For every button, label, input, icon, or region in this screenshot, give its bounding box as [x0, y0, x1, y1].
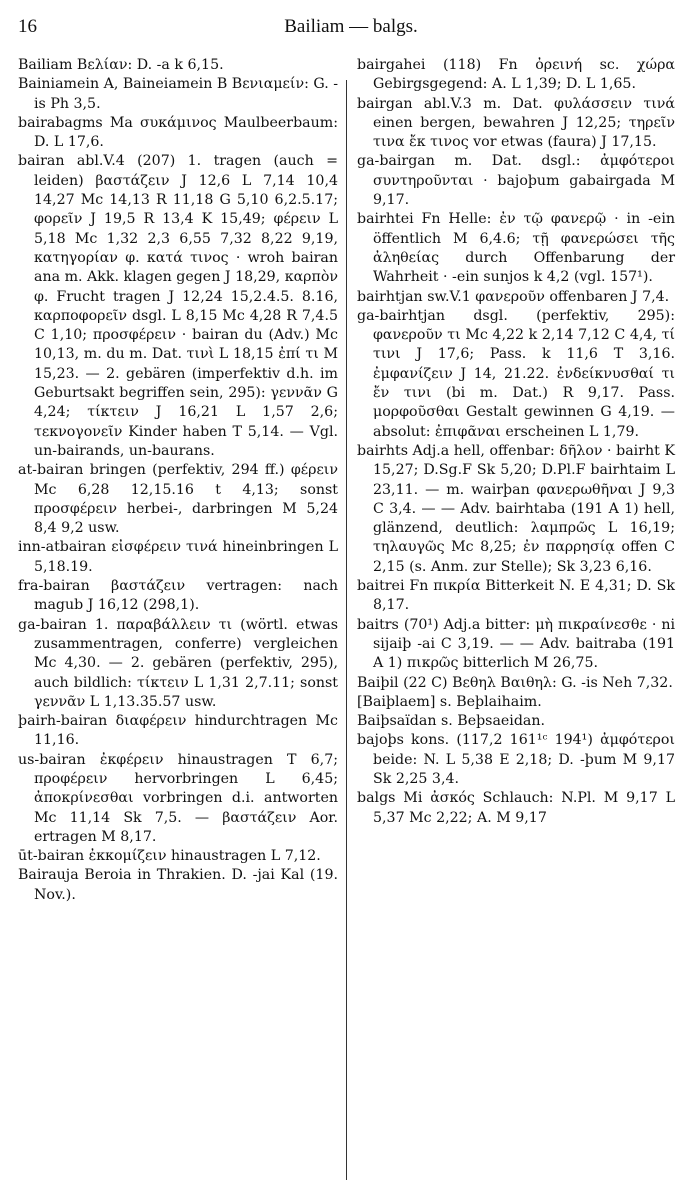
right-column: [349, 56, 675, 828]
dictionary-entry-bairabagms: bairabagms Ma συκάμινος Maulbeerbaum: D. L 17,6.: [18, 114, 338, 151]
dictionary-entry-baithsaidan: Baiþsaïdan s. Beþsaeidan.: [357, 713, 546, 730]
dictionary-entry-bairgan: bairgan abl.V.3 m. Dat. φυλάσσειν τινά einen bergen, bewahren J 12,25; τηρεῖν τινα ἔκ τινος vor etwas (faura) J 17,15.: [357, 95, 675, 151]
page-number: 16: [18, 16, 37, 37]
dictionary-entry-baitrei: baitrei Fn πικρία Bitterkeit N. E 4,31; D. Sk 8,17.: [357, 578, 675, 614]
dictionary-entry-bairhts: bairhts Adj.a hell, offenbar: δῆλον · bairht K 15,27; D.Sg.F Sk 5,20; D.Pl.F bairhtaim L 23,11. — m. wairþan φανερωθῆναι J 9,3 C 3,4. — — Adv. bairhtaba (191 A 1) hell, glänzend, deutlich: λαμπρῶς L 16,19; τηλαυγῶς Mc 8,25; ἐν παρρησίᾳ offen C 2,15 (s. Anm. zur Stelle); Sk 3,23 6,16.: [357, 442, 675, 575]
dictionary-entry-baithil: Baiþil (22 C) Βεθηλ Βαιθηλ: G. -is Neh 7,32.: [357, 674, 673, 691]
dictionary-entry-ga-bairgan: ga-bairgan m. Dat. dsgl.: ἀμφότεροι συντηροῦνται · bajoþum gabairgada M 9,17.: [357, 153, 675, 209]
dictionary-entry-bairhtjan: bairhtjan sw.V.1 φανεροῦν offenbaren J 7,4.: [357, 288, 670, 305]
dictionary-entry-ut-bairan: ūt-bairan ἐκκομίζειν hinaustragen L 7,12.: [18, 848, 321, 865]
dictionary-entry-bairgahei: bairgahei (118) Fn ὀρεινή sc. χώρα Gebirgsgegend: A. L 1,39; D. L 1,65.: [357, 57, 675, 93]
two-column-body: [18, 56, 684, 1180]
dictionary-entry-fra-bairan: fra-bairan βαστάζειν vertragen: nach magub J 16,12 (298,1).: [18, 578, 338, 614]
running-head: [18, 16, 684, 56]
dictionary-entry-at-bairan: at-bairan bringen (perfektiv, 294 ff.) φέρειν Mc 6,28 12,15.16 t 4,13; sonst προσφέρειν herbei-, darbringen M 5,24 8,4 9,2 usw.: [18, 462, 338, 537]
running-title: Bailiam — balgs.: [284, 16, 418, 37]
left-column: [18, 56, 344, 905]
dictionary-entry-inn-atbairan: inn-atbairan εἰσφέρειν τινά hineinbringen L 5,18.19.: [18, 539, 338, 575]
dictionary-entry-bailiam: Bailiam Βελίαν: D. -a k 6,15.: [18, 57, 224, 73]
dictionary-entry-bairhtei: bairhtei Fn Helle: ἐν τῷ φανερῷ · in -ein öffentlich M 6,4.6; τῇ φανερώσει τῆς ἀληθείας durch Offenbarung der Wahrheit · -ein sunjos k 4,2 (vgl. 157¹).: [357, 211, 675, 286]
dictionary-entry-bainiamein: Bainiamein A, Baineiamein B Βενιαμείν: G. -is Ph 3,5.: [18, 76, 339, 112]
dictionary-entry-thairh-bairan: þairh-bairan διαφέρειν hindurchtragen Mc 11,16.: [18, 713, 338, 749]
dictionary-entry-ga-bairhtjan: ga-bairhtjan dsgl. (perfektiv, 295): φανεροῦν τι Mc 4,22 k 2,14 7,12 C 4,4, τί τινι J 17,6; Pass. k 11,6 T 3,16. ἐμφανίζειν J 14, 21.22. ἐνδείκνυσθαί τι ἔν τινι (bi m. Dat.) R 9,17. Pass. μορφοῦσθαι Gestalt gewinnen G 4,19. — absolut: ἐπιφᾶναι erscheinen L 1,79.: [357, 307, 675, 440]
dictionary-entry-balgs: balgs Mi ἀσκός Schlauch: N.Pl. M 9,17 L 5,37 Mc 2,22; A. M 9,17: [357, 790, 675, 826]
dictionary-entry-baitrs: baitrs (70¹) Adj.a bitter: μὴ πικραίνεσθε · ni sijaiþ -ai C 3,19. — — Adv. baitraba (191 A 1) πικρῶς bitterlich M 26,75.: [357, 616, 675, 672]
dictionary-entry-bajoths: bajoþs kons. (117,2 161¹ᶜ 194¹) ἀμφότεροι beide: N. L 5,38 E 2,18; D. -þum M 9,17 Sk 2,25 3,4.: [357, 732, 675, 787]
dictionary-entry-ga-bairan: ga-bairan 1. παραβάλλειν τι (wörtl. etwas zusammentragen, conferre) vergleichen Mc 4,30. — 2. gebären (perfektiv, 295), auch bildlich: τίκτειν L 1,31 2,7.11; sonst γεννᾶν L 1,13.35.57 usw.: [18, 616, 338, 710]
dictionary-entry-bairauja: Bairauja Beroia in Thrakien. D. -jai Kal (19. Nov.).: [18, 867, 338, 903]
column-divider: [346, 80, 347, 1180]
dictionary-entry-bairan: bairan abl.V.4 (207) 1. tragen (auch = leiden) βαστάζειν J 12,6 L 7,14 10,4 14,27 Mc 14,13 R 11,18 G 5,10 6,2.5.17; φορεῖν J 19,5 R 13,4 K 15,49; φέρειν L 5,18 Mc 1,32 2,3 6,55 7,32 8,22 9,19, κατηγορίαν φ. κατά τινος · wroh bairan ana m. Akk. klagen gegen J 18,29, καρπὸν φ. Frucht tragen J 12,24 15,2.4.5. 8.16, καρποφορεῖν dsgl. L 8,15 Mc 4,28 R 7,4.5 C 1,10; προσφέρειν · bairan du (Adv.) Mc 10,13, m. du m. Dat. τινὶ L 18,15 ἐπί τι M 15,23. — 2. gebären (imperfektiv d.h. im Geburtsakt begriffen sein, 295): γεννᾶν G 4,24; τίκτειν J 16,21 L 1,57 2,6; τεκνογονεῖν Kinder haben T 5,14. — Vgl. un-bairands, un-baurans.: [18, 153, 338, 459]
dictionary-entry-us-bairan: us-bairan ἐκφέρειν hinaustragen T 6,7; προφέρειν hervorbringen L 6,45; ἀποκρίνεσθαι vorbringen d.i. antworten Mc 11,14 Sk 7,5. — βαστάζειν Aor. ertragen M 8,17.: [18, 751, 338, 845]
dictionary-entry-baithlaem: [Baiþlaem] s. Beþlaihaim.: [357, 693, 542, 710]
